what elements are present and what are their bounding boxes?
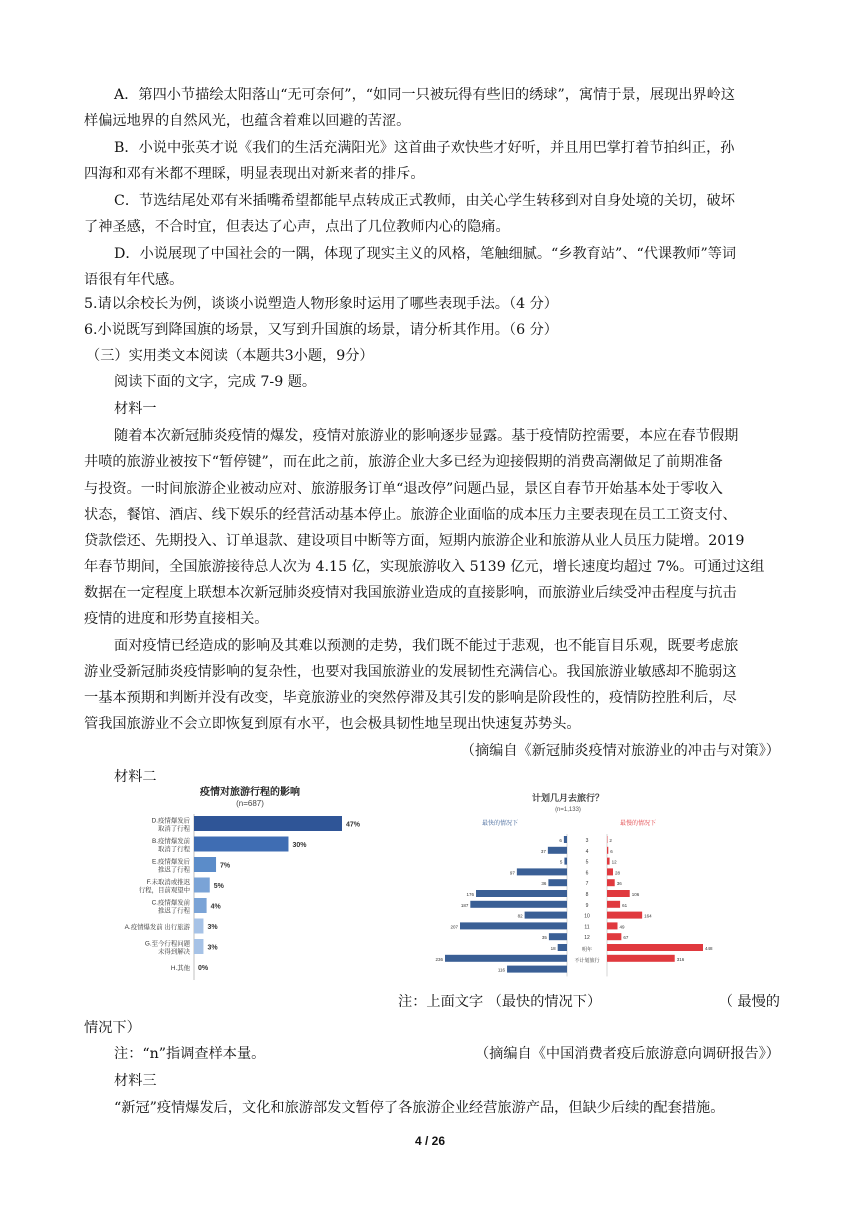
month-label: 6 <box>585 870 589 877</box>
bar-fastest <box>476 890 567 897</box>
category-label: 推迟了行程 <box>158 866 190 874</box>
value-label: 116 <box>497 967 506 973</box>
legend-left: 最快的情况下 <box>481 821 519 827</box>
value-label: 106 <box>631 892 640 897</box>
value-label: 67 <box>623 935 629 941</box>
bar-slowest <box>607 890 630 897</box>
value-label: 47% <box>346 821 361 829</box>
option-a-line1: A．第四小节描绘太阳落山“无可奈何”，“如同一只被玩得有些旧的绣球”，寓情于景，展现出界岭这 <box>114 87 735 103</box>
month-label: 12 <box>584 935 590 942</box>
material-2-title: 材料二 <box>114 769 157 785</box>
bar-slowest <box>607 901 620 908</box>
option-d-line2: 语很有年代感。 <box>84 272 184 288</box>
category-label: 行程，目前观望中 <box>138 887 190 894</box>
month-label: 5 <box>585 859 589 866</box>
value-label: 37 <box>540 848 546 854</box>
bar-slowest <box>607 955 675 962</box>
category-label: E.疫情爆发后 <box>152 858 190 866</box>
bar <box>194 816 342 831</box>
note-sample-size: 注：“n”指调查样本量。 <box>114 1046 266 1062</box>
value-label: 187 <box>460 902 469 908</box>
value-label: 30% <box>292 842 307 849</box>
bar-fastest <box>549 933 567 940</box>
option-d-line1: D．小说展现了中国社会的一隅，体现了现实主义的风格，笔触细腻。“乡教育站”、“代课教师”等词 <box>114 246 737 262</box>
material-1-line: 与投资。一时间旅游企业被动应对、旅游服务订单“退改停”问题凸显，景区自春节开始基本处于零收入 <box>84 481 723 497</box>
material-1-line: 年春节期间，全国旅游接待总人次为 4.15 亿，实现旅游收入 5139 亿元，增长速度均超过 7%。可通过这组 <box>84 559 765 575</box>
month-label: 9 <box>585 902 589 909</box>
value-label: 36 <box>616 881 622 887</box>
note-fastest: 注：上面文字 （最快的情况下） <box>398 994 602 1010</box>
material-1-p2-line: 一基本预期和判断并没有改变，毕竟旅游业的突然停滞及其引发的影响是阶段性的，疫情防控胜利后，尽 <box>84 690 737 706</box>
bar-fastest <box>460 922 567 929</box>
category-label: B.疫情爆发前 <box>152 838 190 845</box>
bar <box>194 857 216 872</box>
note-slowest-cont: 情况下） <box>84 1020 141 1036</box>
bar-slowest <box>607 933 621 940</box>
value-label: 176 <box>466 892 475 897</box>
question-6: 6.小说既写到降国旗的场景，又写到升国旗的场景，请分析其作用。（6 分） <box>84 322 558 338</box>
value-label: 61 <box>622 902 628 908</box>
value-label: 164 <box>644 913 652 919</box>
month-label: 明年 <box>581 947 593 953</box>
chart-subtitle: (n=1,133) <box>555 807 581 813</box>
value-label: 316 <box>676 956 685 962</box>
material-1-line: 贷款偿还、先期投入、订单退款、建设项目中断等方面，短期内旅游企业和旅游从业人员压力陡增。2019 <box>84 533 745 549</box>
material-2-source: （摘编自《中国消费者疫后旅游意向调研报告》） <box>474 1046 780 1062</box>
value-label: 207 <box>450 924 458 930</box>
option-c-line1: C．节选结尾处邓有米插嘴希望都能早点转成正式教师，由关心学生转移到对自身处境的关切，破坏 <box>114 193 735 209</box>
reading-instruction: 阅读下面的文字，完成 7-9 题。 <box>114 374 317 390</box>
material-1-source: （摘编自《新冠肺炎疫情对旅游业的冲击与对策》） <box>460 743 780 759</box>
option-b-line2: 四海和邓有米都不理睬，明显表现出对新来者的排斥。 <box>84 166 425 182</box>
category-label: 取消了行程 <box>158 846 190 853</box>
bar-slowest <box>607 879 615 886</box>
bar-fastest <box>507 966 567 973</box>
bar-fastest <box>548 879 567 886</box>
category-label: 未得到解决 <box>158 948 190 956</box>
material-1-line: 井喷的旅游业被按下“暂停键”，而在此之前，旅游企业大多已经为迎接假期的消费高潮做足了前期准备 <box>84 454 723 470</box>
month-label: 3 <box>585 838 589 844</box>
bar-fastest <box>470 901 567 908</box>
category-label: H.其他 <box>170 965 190 972</box>
bar-fastest <box>445 955 567 962</box>
bar-fastest <box>517 868 567 875</box>
bar <box>194 837 288 852</box>
value-label: 3% <box>207 924 218 931</box>
value-label: 36 <box>541 881 547 887</box>
value-label: 448 <box>705 946 713 951</box>
month-label: 10 <box>584 913 590 920</box>
material-1-line: 状态，餐馆、酒店、线下娱乐的经营活动基本停止。旅游企业面临的成本压力主要表现在员工工资支付、 <box>84 507 737 523</box>
bar-slowest <box>607 922 618 929</box>
bar-slowest <box>607 912 642 919</box>
material-1-p2-line: 游业受新冠肺炎疫情影响的复杂性，也要对我国旅游业的发展韧性充满信心。我国旅游业敏感却不脆弱这 <box>84 664 737 680</box>
value-label: 6 <box>610 848 613 854</box>
value-label: 3% <box>207 944 218 952</box>
bar-slowest <box>607 858 610 865</box>
value-label: 82 <box>517 913 523 919</box>
bar-slowest <box>607 868 613 875</box>
bar <box>194 919 203 934</box>
chart-title: 计划几月去旅行？ <box>531 793 605 803</box>
category-label: D.疫情爆发后 <box>151 817 190 825</box>
travel-month-butterfly-chart <box>420 786 740 973</box>
month-label: 11 <box>584 924 590 931</box>
section-heading: （三）实用类文本阅读（本题共3小题，9分） <box>86 348 374 364</box>
note-slowest: （ 最慢的 <box>718 994 780 1010</box>
value-label: 6 <box>559 838 562 843</box>
material-3-line: “新冠”疫情爆发后，文化和旅游部发文暂停了各旅游企业经营旅游产品，但缺少后续的配套措施。 <box>114 1100 725 1116</box>
value-label: 5% <box>213 883 224 890</box>
bar-fastest <box>564 836 567 843</box>
chart-title: 疫情对旅游行程的影响 <box>200 787 300 798</box>
material-1-line: 疫情的进度和形势直接相关。 <box>84 611 269 627</box>
option-c-line2: 了神圣感，不合时宜，但表达了心声，点出了几位教师内心的隐痛。 <box>84 219 510 235</box>
bar <box>194 898 207 913</box>
legend-right: 最慢的情况下 <box>619 821 657 827</box>
question-5: 5.请以余校长为例，谈谈小说塑造人物形象时运用了哪些表现手法。（4 分） <box>84 296 558 312</box>
category-label: G.至今行程问题 <box>144 940 190 948</box>
bar-fastest <box>558 944 567 951</box>
value-label: 49 <box>619 924 625 930</box>
option-a-line2: 样偏远地界的自然风光，也蕴含着难以回避的苦涩。 <box>84 113 411 129</box>
value-label: 0% <box>198 965 209 972</box>
value-label: 35 <box>541 935 547 941</box>
month-label: 8 <box>585 892 589 898</box>
bar <box>194 939 203 954</box>
option-b-line1: B．小说中张英才说《我们的生活充满阳光》这首曲子欢快些才好听，并且用巴掌打着节拍纠正，孙 <box>114 140 735 156</box>
value-label: 18 <box>550 946 556 951</box>
material-1-p2-line: 管我国旅游业不会立即恢复到原有水平，也会极具韧性地呈现出快速复苏势头。 <box>84 716 581 732</box>
value-label: 5 <box>559 859 563 865</box>
value-label: 28 <box>615 870 621 876</box>
chart-subtitle: (n=687) <box>236 799 264 808</box>
bar-slowest <box>607 944 703 951</box>
value-label: 2 <box>609 838 612 843</box>
material-1-title: 材料一 <box>114 401 157 417</box>
value-label: 236 <box>435 956 443 962</box>
month-label: 7 <box>585 881 589 888</box>
bar <box>194 878 210 893</box>
bar-fastest <box>564 858 567 865</box>
material-1-p2-line: 面对疫情已经造成的影响及其难以预测的走势，我们既不能过于悲观，也不能盲目乐观，既要考虑旅 <box>114 638 739 654</box>
page-number: 4 / 26 <box>414 1134 446 1148</box>
month-label: 4 <box>585 848 589 855</box>
material-3-title: 材料三 <box>114 1073 157 1089</box>
value-label: 12 <box>611 859 617 865</box>
category-label: 推迟了行程 <box>158 907 190 915</box>
material-1-line: 随着本次新冠肺炎疫情的爆发，疫情对旅游业的影响逐步显露。基于疫情防控需要，本应在春节假期 <box>114 428 739 444</box>
travel-impact-bar-chart <box>118 786 382 982</box>
value-label: 4% <box>210 903 221 911</box>
category-label: 取消了行程 <box>158 825 190 833</box>
category-label: F.未取消或推迟 <box>146 879 190 886</box>
bar-fastest <box>525 912 567 919</box>
category-label: C.疫情爆发前 <box>151 899 190 907</box>
bar-slowest <box>607 847 608 854</box>
bar-fastest <box>548 847 567 854</box>
category-label: A.疫情爆发前 出行旅游 <box>124 924 190 931</box>
value-label: 97 <box>509 870 515 876</box>
value-label: 7% <box>220 862 231 870</box>
month-label: 不计划旅行 <box>574 957 600 964</box>
material-1-line: 数据在一定程度上联想本次新冠肺炎疫情对我国旅游业造成的直接影响，而旅游业后续受冲击程度与抗击 <box>84 585 737 601</box>
